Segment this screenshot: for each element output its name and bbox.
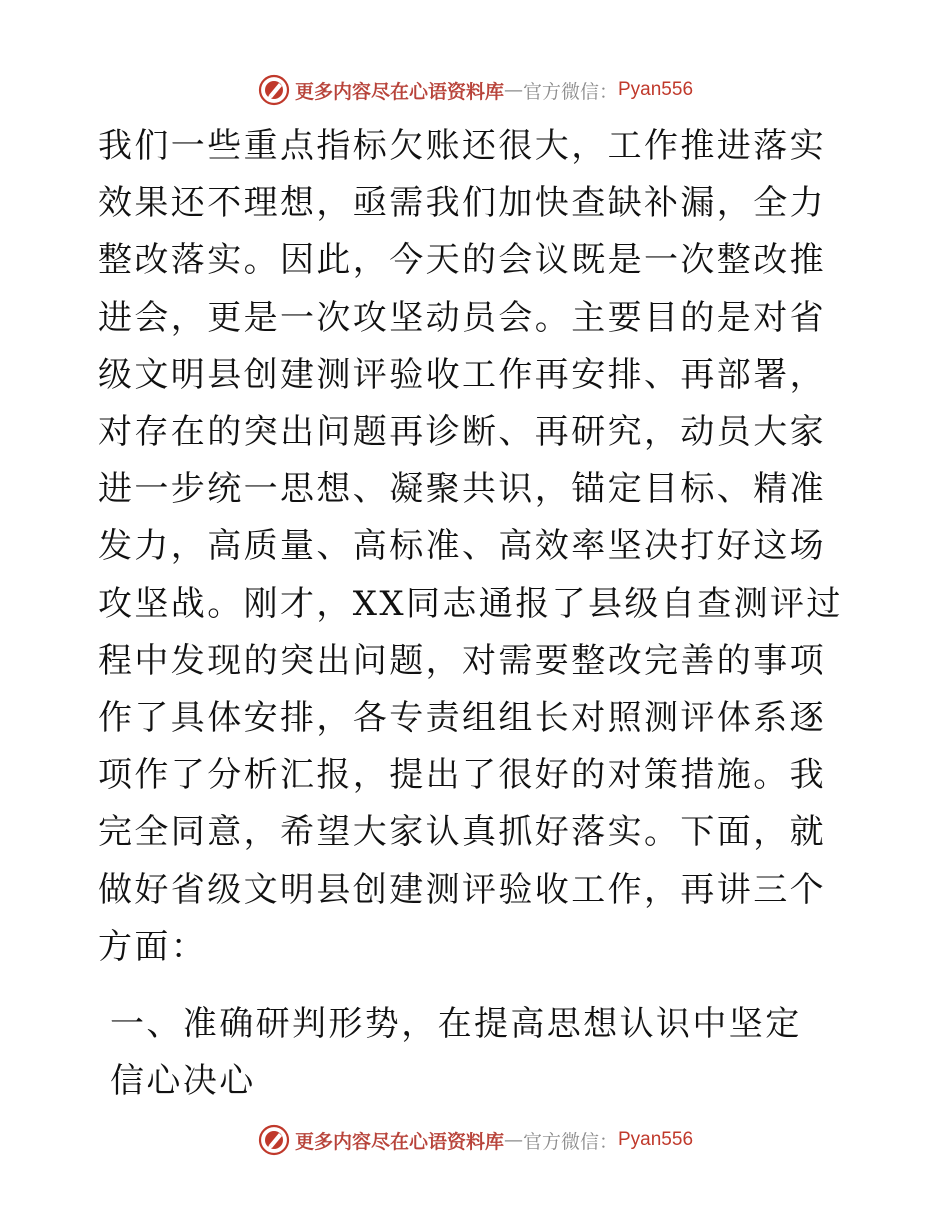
watermark-wechat-id: Pyan556: [618, 1129, 694, 1150]
body-paragraph: 我们一些重点指标欠账还很大，工作推进落实效果还不理想，亟需我们加快查缺补漏，全力整改落实。因此，今天的会议既是一次整改推进会，更是一次攻坚动员会。主要目的是对省级文明县创建测评验收工作再安排、再部署，对存在的突出问题再诊断、再研究，动员大家进一步统一思想、凝聚共识，锚定目标、精准发力，高质量、高标准、高效率坚决打好这场攻坚战。刚才，XX同志通报了县级自查测评过程中发现的突出问题，对需要整改完善的事项作了具体安排，各专责组组长对照测评体系逐项作了分析汇报，提出了很好的对策措施。我完全同意，希望大家认真抓好落实。下面，就做好省级文明县创建测评验收工作，再讲三个方面：: [98, 126, 843, 967]
watermark-wechat-id: Pyan556: [618, 79, 694, 100]
document-body: [98, 118, 858, 1110]
watermark-dash: —: [503, 1129, 523, 1151]
watermark-suffix-label: 官方微信：: [522, 80, 618, 103]
pen-circle-logo-icon: [257, 73, 291, 107]
pen-circle-logo-icon: [257, 1123, 291, 1157]
footer-watermark: [0, 1120, 950, 1160]
watermark-suffix-label: 官方微信：: [522, 1130, 618, 1153]
watermark-dash: —: [503, 79, 523, 101]
watermark-main-text: 更多内容尽在心语资料库: [294, 1130, 504, 1153]
section-heading: 一、准确研判形势，在提高思想认识中坚定信心决心: [110, 1004, 802, 1102]
header-watermark: [0, 70, 950, 110]
watermark-main-text: 更多内容尽在心语资料库: [294, 80, 504, 103]
